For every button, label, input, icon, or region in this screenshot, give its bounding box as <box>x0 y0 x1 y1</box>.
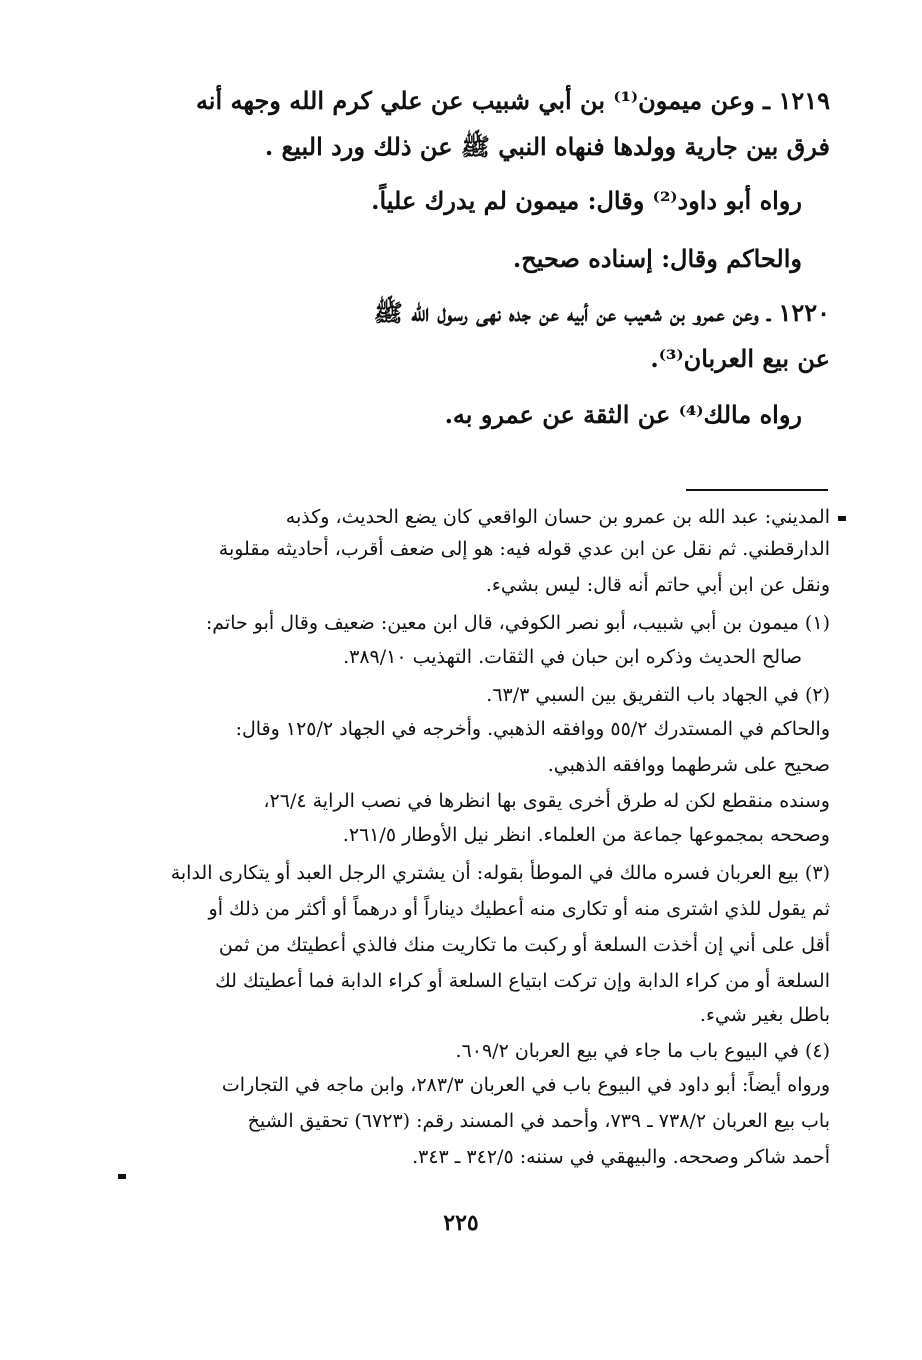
footnote-2-line-4: وسنده منقطع لكن له طرق أخرى يقوى بها انظرها في نصب الراية ٢٦/٤، <box>263 790 830 812</box>
hadith-1219-line-2: فرق بين جارية وولدها فنهاه النبي ﷺ عن ذلك ورد البيع . <box>264 132 830 161</box>
footnote-4-line-3: باب بيع العربان ٧٣٨/٢ ـ ٧٣٩، وأحمد في المسند رقم: (٦٧٢٣) تحقيق الشيخ <box>247 1110 830 1132</box>
footnote-continued-line-1: المديني: عبد الله بن عمرو بن حسان الواقعي كان يضع الحديث، وكذبه <box>285 506 830 528</box>
footnote-1-line-1: (١) ميمون بن أبي شبيب، أبو نصر الكوفي، قال ابن معين: ضعيف وقال أبو حاتم: <box>205 612 830 634</box>
footnote-4-line-4: أحمد شاكر وصححه. والبيهقي في سننه: ٣٤٢/٥ ـ ٣٤٣. <box>412 1146 830 1168</box>
footnote-1-line-2: صالح الحديث وذكره ابن حبان في الثقات. التهذيب ٣٨٩/١٠. <box>343 646 802 668</box>
footnote-4-line-2: ورواه أيضاً: أبو داود في البيوع باب في العربان ٢٨٣/٣، وابن ماجه في التجارات <box>221 1074 830 1096</box>
footnote-3-line-4: السلعة أو من كراء الدابة وإن تركت ابتياع السلعة أو كراء الدابة فما أعطيتك لك <box>215 970 830 992</box>
footnote-3-line-1: (٣) بيع العربان فسره مالك في الموطأ بقوله: أن يشتري الرجل العبد أو يتكارى الدابة <box>170 862 830 884</box>
footnote-2-line-3: صحيح على شرطهما ووافقه الذهبي. <box>547 754 830 776</box>
end-mark <box>118 1174 126 1179</box>
footnote-separator <box>686 489 828 491</box>
footnote-continued-line-3: ونقل عن ابن أبي حاتم أنه قال: ليس بشيء. <box>485 574 830 596</box>
footnote-2-line-2: والحاكم في المستدرك ٥٥/٢ ووافقه الذهبي. وأخرجه في الجهاد ١٢٥/٢ وقال: <box>235 718 830 740</box>
hadith-1220-narration: رواه مالك⁽⁴⁾ عن الثقة عن عمرو به. <box>444 400 802 429</box>
footnote-3-line-5: باطل بغير شيء. <box>699 1004 830 1026</box>
footnote-2-line-5: وصححه بمجموعها جماعة من العلماء. انظر نيل الأوطار ٢٦١/٥. <box>342 824 830 846</box>
hadith-1219-line-1: ١٢١٩ ـ وعن ميمون⁽¹⁾ بن أبي شبيب عن علي كرم الله وجهه أنه <box>195 86 830 115</box>
footnote-4-line-1: (٤) في البيوع باب ما جاء في بيع العربان ٦٠٩/٢. <box>455 1040 830 1062</box>
footnote-2-line-1: (٢) في الجهاد باب التفريق بين السبي ٦٣/٣. <box>486 684 830 706</box>
continuation-mark <box>838 516 846 521</box>
hadith-1220-line-2: عن بيع العربان⁽³⁾. <box>650 344 830 373</box>
hadith-1219-narration-1: رواه أبو داود⁽²⁾ وقال: ميمون لم يدرك علياً. <box>371 186 802 215</box>
footnote-3-line-3: أقل على أني إن أخذت السلعة أو ركبت ما تكاريت منك فالذي أعطيتك من ثمن <box>218 934 830 956</box>
hadith-1220-line-1: ١٢٢٠ ـ وعن عمرو بن شعيب عن أبيه عن جده نهى رسول الله ﷺ <box>373 298 830 327</box>
hadith-1219-narration-2: والحاكم وقال: إسناده صحيح. <box>512 244 802 273</box>
page-number: ٢٢٥ <box>443 1210 479 1236</box>
footnote-3-line-2: ثم يقول للذي اشترى منه أو تكارى منه أعطيك ديناراً أو درهماً أو أكثر من ذلك أو <box>208 898 830 920</box>
footnote-continued-line-2: الدارقطني. ثم نقل عن ابن عدي قوله فيه: هو إلى ضعف أقرب، أحاديثه مقلوبة <box>218 538 830 560</box>
